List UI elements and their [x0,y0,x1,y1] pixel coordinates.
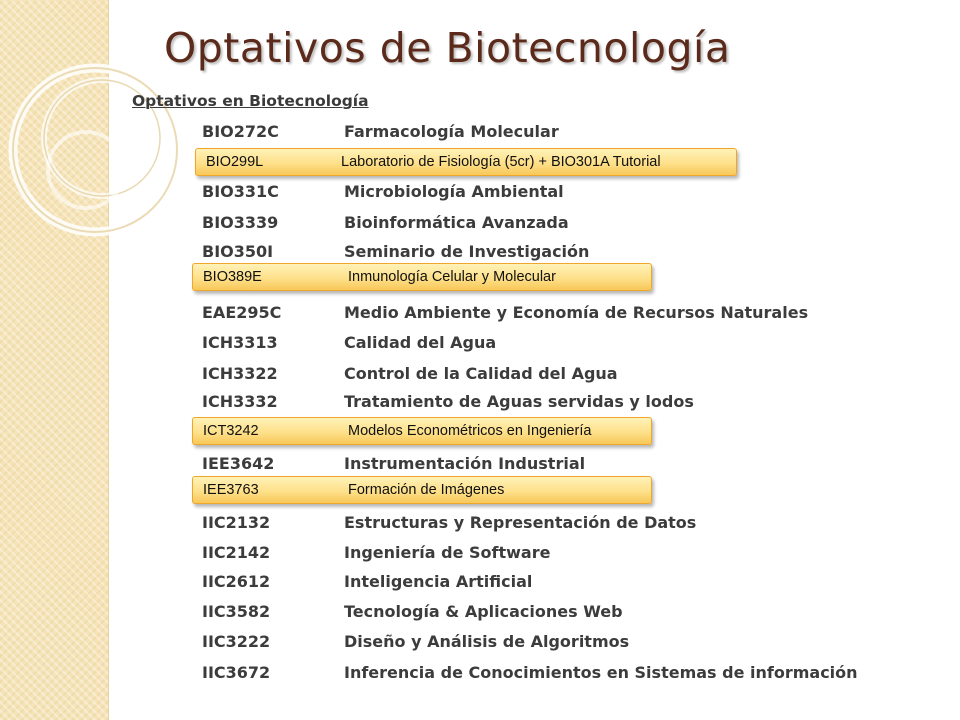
course-name: Instrumentación Industrial [344,454,586,473]
callout-code: ICT3242 [203,423,259,439]
course-code: IEE3642 [202,454,275,473]
callout-name: Modelos Econométricos en Ingeniería [348,423,592,439]
course-name: Microbiología Ambiental [344,182,564,201]
highlight-callout [195,148,737,176]
course-name: Ingeniería de Software [344,543,551,562]
callout-code: IEE3763 [203,482,259,498]
list-heading: Optativos en Biotecnología [132,92,369,110]
callout-name: Formación de Imágenes [348,482,505,498]
course-code: ICH3313 [202,333,278,352]
course-name: Calidad del Agua [344,333,497,352]
callout-code: BIO389E [203,269,262,285]
course-code: BIO3339 [202,213,279,232]
course-name: Bioinformática Avanzada [344,213,569,232]
course-name: Tecnología & Aplicaciones Web [344,602,623,621]
course-name: Inteligencia Artificial [344,572,533,591]
course-code: IIC3582 [202,602,271,621]
course-name: Medio Ambiente y Economía de Recursos Naturales [344,303,809,322]
course-name: Control de la Calidad del Agua [344,364,618,383]
highlight-callout [192,417,652,445]
course-name: Tratamiento de Aguas servidas y lodos [344,392,694,411]
course-code: IIC2132 [202,513,271,532]
callout-name: Inmunología Celular y Molecular [348,269,556,285]
course-code: IIC2142 [202,543,271,562]
callout-code: BIO299L [206,154,264,170]
course-code: EAE295C [202,303,282,322]
course-code: IIC3672 [202,663,271,682]
course-code: BIO331C [202,182,279,201]
course-name: Estructuras y Representación de Datos [344,513,697,532]
highlight-callout [192,476,652,504]
course-name: Seminario de Investigación [344,242,590,261]
course-code: ICH3322 [202,364,278,383]
callout-name: Laboratorio de Fisiología (5cr) + BIO301A Tutorial [341,154,661,170]
course-name: Diseño y Análisis de Algoritmos [344,632,630,651]
course-code: IIC2612 [202,572,271,591]
course-name: Inferencia de Conocimientos en Sistemas de información [344,663,858,682]
slide-title: Optativos de Biotecnología [164,24,731,72]
course-name: Farmacología Molecular [344,122,559,141]
highlight-callout [192,263,652,291]
course-code: IIC3222 [202,632,271,651]
course-code: ICH3332 [202,392,278,411]
course-code: BIO272C [202,122,279,141]
course-code: BIO350I [202,242,274,261]
